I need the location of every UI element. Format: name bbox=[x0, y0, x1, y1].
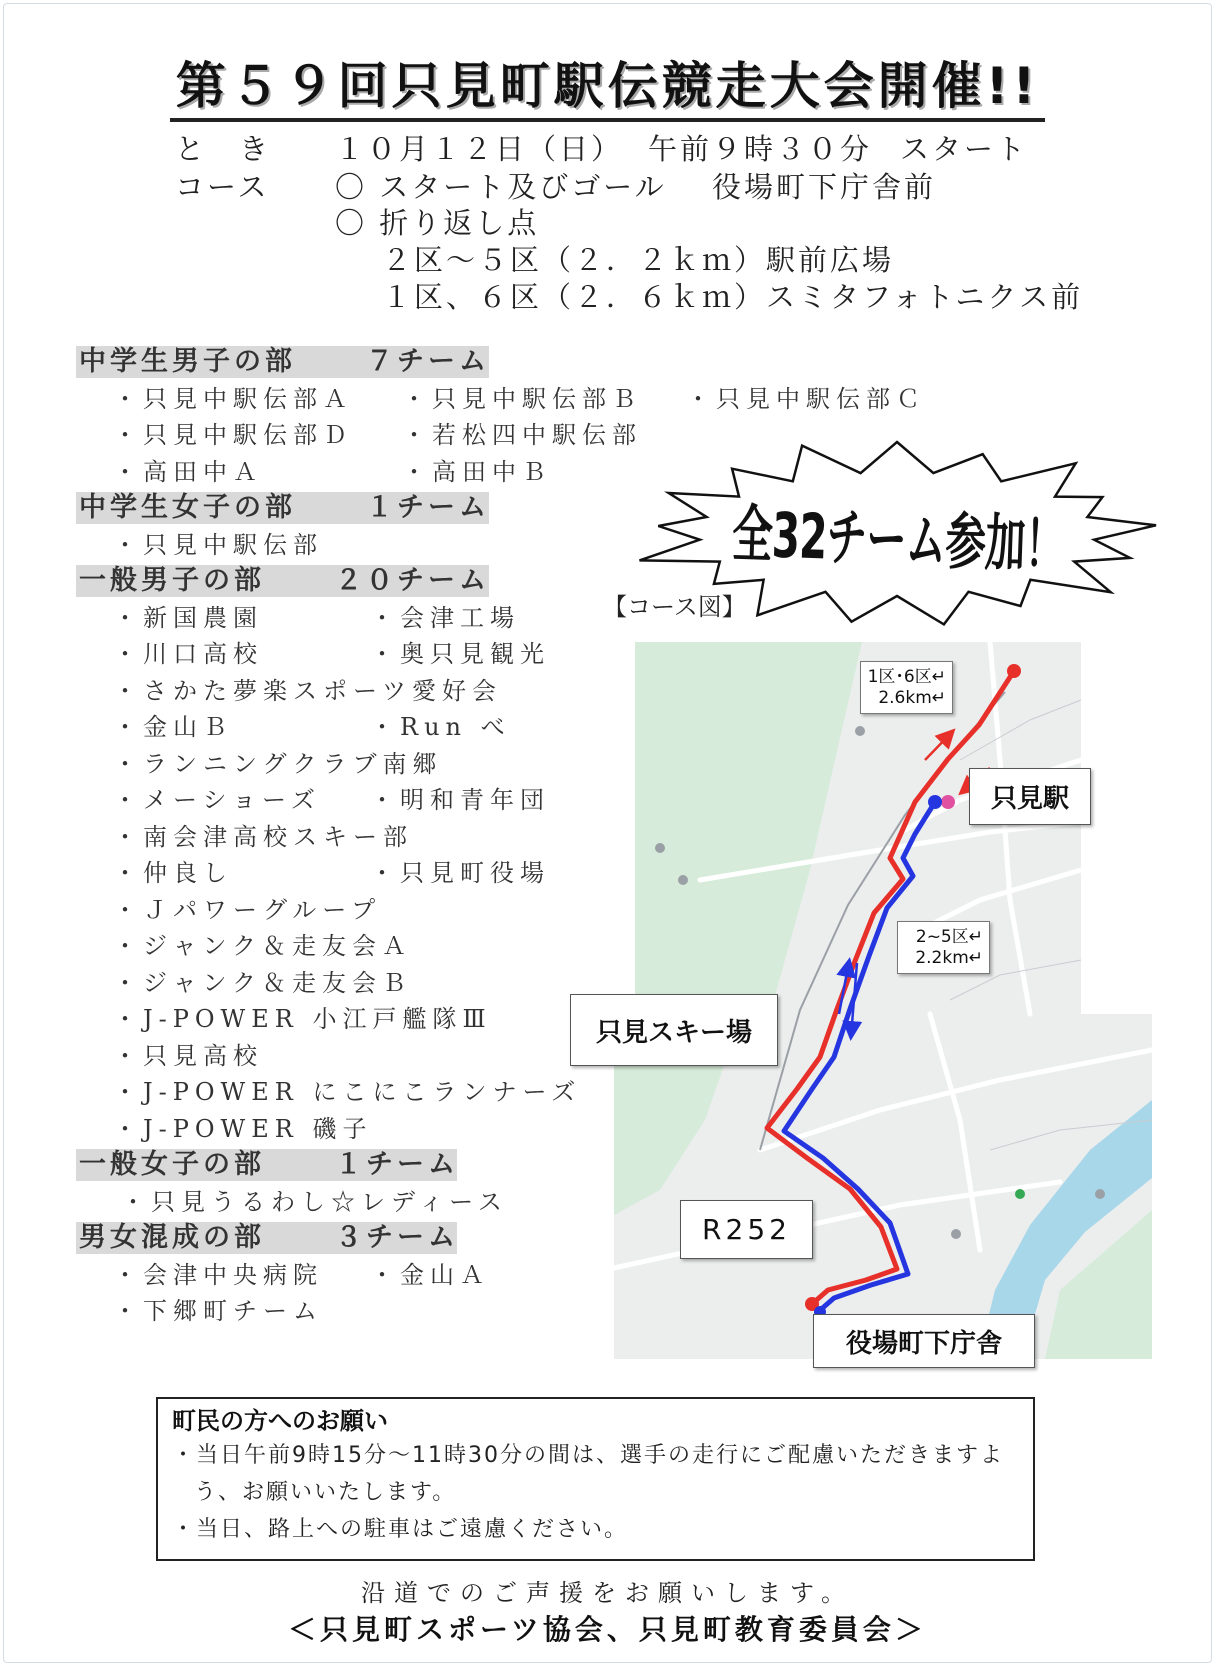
team-name: ・只見うるわし☆レディース bbox=[121, 1187, 508, 1216]
category-header bbox=[0, 1147, 620, 1184]
team-name: ・川口高校 bbox=[113, 640, 263, 668]
team-name: ・只見中駅伝部Ｄ bbox=[113, 421, 353, 449]
team-name: ・ランニングクラブ南郷 bbox=[113, 749, 443, 778]
category-name: 男女混成の部 bbox=[79, 1222, 265, 1253]
notice-item: ・当日午前9時15分～11時30分の間は、選手の走行にご配慮いただきますよう、お願いいたします。 bbox=[172, 1443, 1004, 1505]
map-label-ski-area: 只見スキー場 bbox=[570, 994, 778, 1066]
station-marker-blue bbox=[928, 795, 942, 809]
team-name: ・新国農園 bbox=[113, 603, 263, 632]
map-poi-icon bbox=[855, 726, 865, 736]
map-label-leg-1-6 bbox=[860, 661, 953, 714]
category-count: ３チーム bbox=[335, 1222, 459, 1253]
course-label: コース bbox=[175, 170, 270, 204]
category-name: 中学生男子の部 bbox=[79, 346, 296, 377]
category-header bbox=[0, 1220, 620, 1257]
team-row bbox=[0, 636, 620, 673]
team-name: ・J-POWER にこにこランナーズ bbox=[113, 1078, 582, 1106]
team-row bbox=[0, 454, 620, 491]
map-label-office: 役場町下庁舎 bbox=[813, 1314, 1035, 1368]
start-marker-red bbox=[1007, 664, 1021, 678]
team-row bbox=[0, 1293, 620, 1330]
team-row bbox=[0, 1257, 620, 1294]
starburst-text: 全32チーム参加！ bbox=[731, 496, 1067, 582]
category-count: １チーム bbox=[366, 492, 490, 523]
map-caption: 【コース図】 bbox=[603, 593, 746, 621]
footer-organizers: ＜只見町スポーツ協会、只見町教育委員会＞ bbox=[288, 1613, 927, 1646]
team-row bbox=[0, 1184, 620, 1221]
team-name: ・只見中駅伝部Ｃ bbox=[686, 384, 926, 413]
turnaround-legs-2-5: ２区～５区（２．２ｋｍ）駅前広場 bbox=[382, 243, 895, 277]
map-poi-icon bbox=[951, 1229, 961, 1239]
team-name: ・只見町役場 bbox=[370, 859, 550, 887]
team-name: ・J-POWER 小江戸艦隊Ⅲ bbox=[113, 1005, 492, 1033]
station-icon bbox=[941, 795, 955, 809]
start-goal-label: 〇 スタート及びゴール bbox=[335, 170, 667, 204]
schedule-event: スタート bbox=[900, 132, 1029, 166]
team-row bbox=[0, 928, 620, 965]
team-row bbox=[0, 417, 642, 454]
team-name: ・さかた夢楽スポーツ愛好会 bbox=[113, 676, 503, 705]
turnaround-label: 〇 折り返し点 bbox=[335, 206, 540, 240]
team-row bbox=[0, 1074, 620, 1111]
page-title: 第５９回只見町駅伝競走大会開催!! bbox=[170, 56, 1046, 122]
team-name: ・金山Ｂ bbox=[113, 713, 233, 741]
category-header bbox=[0, 344, 620, 381]
team-name: ・只見高校 bbox=[113, 1041, 263, 1070]
team-name: ・高田中Ａ bbox=[113, 457, 263, 486]
team-name: ・会津工場 bbox=[370, 603, 520, 632]
category-count: １チーム bbox=[335, 1149, 459, 1180]
team-row bbox=[0, 746, 620, 783]
map-poi-icon bbox=[678, 875, 688, 885]
schedule-label: と き bbox=[175, 132, 272, 166]
team-row bbox=[0, 892, 620, 929]
team-name: ・J-POWER 磯子 bbox=[113, 1114, 373, 1143]
team-row bbox=[0, 965, 620, 1002]
team-name: ・南会津高校スキー部 bbox=[113, 822, 413, 851]
map-label-station: 只見駅 bbox=[969, 768, 1091, 825]
category-name: 一般女子の部 bbox=[79, 1149, 265, 1180]
category-name: 中学生女子の部 bbox=[79, 492, 296, 523]
leg-1-6-distance: 2.6km↵ bbox=[878, 687, 946, 708]
team-name: ・下郷町チーム bbox=[113, 1297, 323, 1325]
team-name: ・明和青年団 bbox=[370, 786, 550, 814]
map-poi-icon bbox=[1095, 1189, 1105, 1199]
team-name: ・金山Ａ bbox=[370, 1260, 490, 1289]
leg-2-5-name: 2~5区↵ bbox=[915, 926, 983, 947]
team-name: ・Run べ bbox=[370, 713, 511, 741]
team-row bbox=[0, 1038, 620, 1075]
team-name: ・只見中駅伝部Ａ bbox=[113, 384, 353, 413]
team-row bbox=[0, 1001, 620, 1038]
notice-item: ・当日、路上への駐車はご遠慮ください。 bbox=[172, 1517, 629, 1542]
footer-message: 沿道でのご声援をお願いします。 bbox=[360, 1579, 855, 1607]
category-count: ２０チーム bbox=[335, 565, 490, 596]
team-name: ・只見中駅伝部Ｂ bbox=[402, 384, 642, 413]
team-name: ・仲良し bbox=[113, 859, 233, 887]
map-label-leg-2-5 bbox=[897, 921, 990, 974]
team-row bbox=[0, 819, 620, 856]
team-name: ・ジャンク＆走友会Ｂ bbox=[113, 968, 413, 997]
team-row bbox=[0, 527, 620, 564]
category-header bbox=[0, 563, 620, 600]
category-name: 一般男子の部 bbox=[79, 565, 265, 596]
category-header bbox=[0, 490, 620, 527]
map-label-route-number: R252 bbox=[680, 1200, 813, 1259]
team-name: ・Ｊパワーグループ bbox=[113, 895, 382, 924]
team-name: ・若松四中駅伝部 bbox=[402, 421, 642, 449]
notice-title: 町民の方へのお願い bbox=[172, 1407, 388, 1435]
team-name: ・会津中央病院 bbox=[113, 1260, 323, 1289]
team-name: ・高田中Ｂ bbox=[402, 457, 552, 486]
start-goal-place: 役場町下庁舎前 bbox=[712, 170, 937, 204]
category-count: ７チーム bbox=[366, 346, 490, 377]
map-poi-icon bbox=[655, 843, 665, 853]
team-row bbox=[0, 1111, 620, 1148]
team-name: ・只見中駅伝部 bbox=[113, 530, 323, 559]
team-row bbox=[0, 709, 620, 746]
team-row bbox=[0, 855, 620, 892]
team-name: ・奥只見観光 bbox=[370, 640, 550, 668]
schedule-time: 午前９時３０分 bbox=[648, 132, 873, 166]
team-row bbox=[0, 673, 620, 710]
turnaround-legs-1-6: １区、６区（２．６ｋｍ）スミタフォトニクス前 bbox=[382, 280, 1084, 314]
team-row bbox=[0, 600, 620, 637]
team-name: ・メーショーズ bbox=[113, 786, 321, 814]
title-block bbox=[0, 56, 1215, 122]
notice-box bbox=[156, 1397, 1035, 1561]
team-row bbox=[0, 381, 926, 418]
team-name: ・ジャンク＆走友会Ａ bbox=[113, 932, 413, 960]
schedule-date: １０月１２日（日） bbox=[335, 132, 624, 166]
leg-2-5-distance: 2.2km↵ bbox=[915, 947, 983, 968]
leg-1-6-name: 1区･6区↵ bbox=[867, 666, 946, 687]
team-row bbox=[0, 782, 620, 819]
map-poi-icon bbox=[1015, 1189, 1025, 1199]
